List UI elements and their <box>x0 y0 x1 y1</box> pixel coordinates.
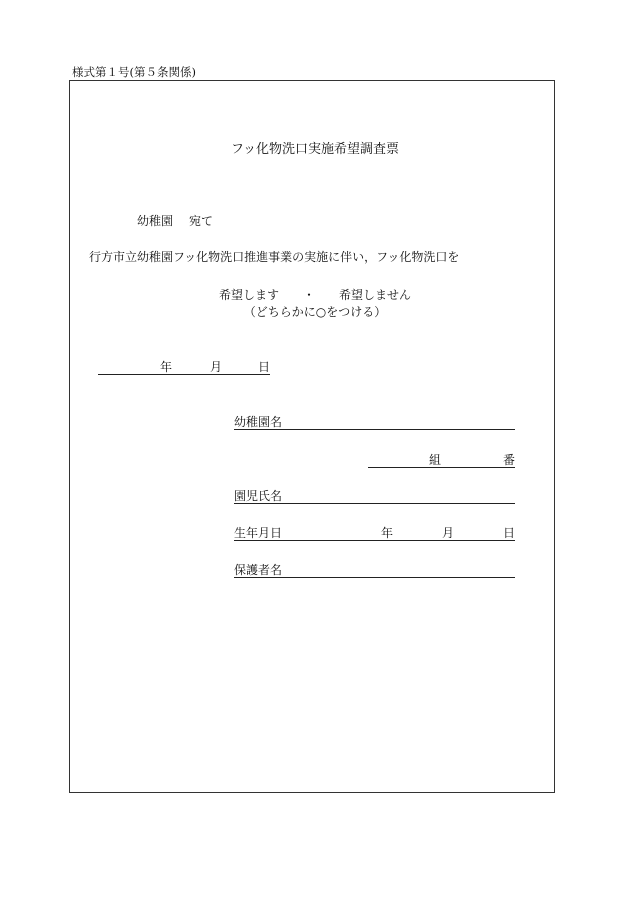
date-month-label: 月 <box>210 360 223 374</box>
class-number-field[interactable] <box>368 453 515 468</box>
class-label: 組 <box>429 453 442 467</box>
birth-year-label: 年 <box>381 526 394 540</box>
date-field[interactable] <box>98 360 270 375</box>
number-label: 番 <box>503 453 516 467</box>
document-title: フッ化物洗口実施希望調査票 <box>230 142 400 157</box>
birthdate-label: 生年月日 <box>234 526 283 540</box>
date-year-label: 年 <box>160 360 173 374</box>
instruction: （どちらかに○をつける） <box>243 305 387 319</box>
addressee <box>137 212 213 229</box>
kindergarten-name-label: 幼稚園名 <box>234 415 283 429</box>
guardian-name-field[interactable] <box>234 563 515 578</box>
statement: 行方市立幼稚園フッ化物洗口推進事業の実施に伴い，フッ化物洗口を <box>89 250 460 264</box>
birth-day-label: 日 <box>503 526 516 540</box>
addressee-suffix: 宛て <box>189 214 214 228</box>
birth-month-label: 月 <box>442 526 455 540</box>
birthdate-field[interactable] <box>234 526 515 541</box>
kindergarten-name-field[interactable] <box>234 415 515 430</box>
addressee-org: 幼稚園 <box>137 214 174 228</box>
date-day-label: 日 <box>258 360 271 374</box>
child-name-label: 園児氏名 <box>234 489 283 503</box>
form-frame <box>69 80 555 793</box>
form-number: 様式第１号(第５条関係) <box>72 65 196 79</box>
guardian-name-label: 保護者名 <box>234 563 283 577</box>
child-name-field[interactable] <box>234 489 515 504</box>
options-text[interactable]: 希望します ・ 希望しません <box>218 288 411 302</box>
